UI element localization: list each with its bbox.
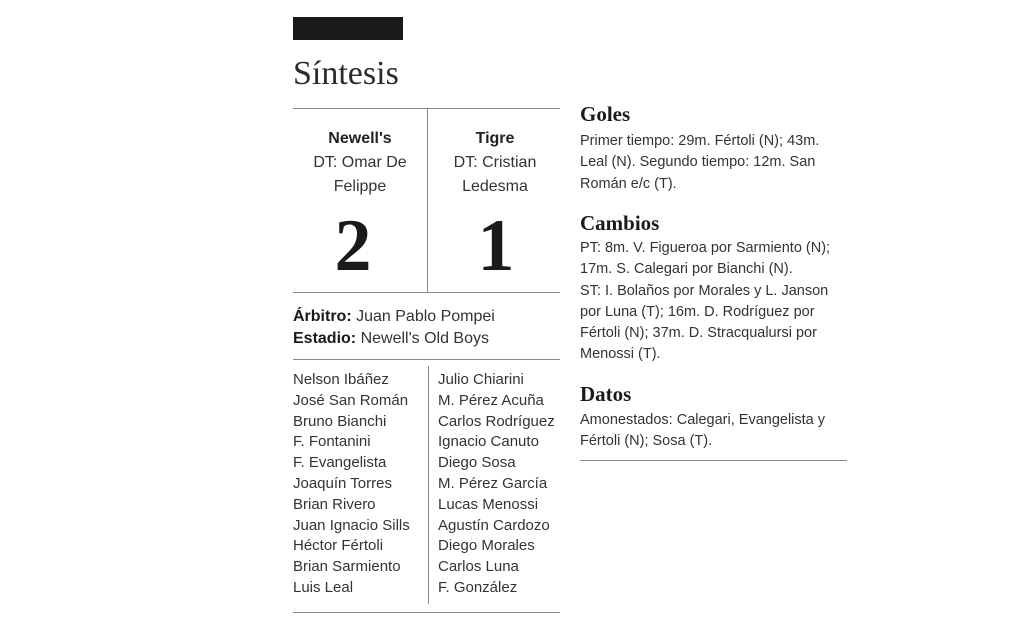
player-name: José San Román <box>293 391 409 409</box>
away-coach-line1: DT: Cristian <box>453 154 537 171</box>
goals-text <box>580 131 850 195</box>
home-lineup <box>293 370 410 599</box>
away-team <box>428 127 562 199</box>
goals-line: Román e/c (T). <box>580 175 677 192</box>
player-name: F. Evangelista <box>293 454 387 472</box>
referee-line <box>293 306 495 328</box>
data-line: Amonestados: Calegari, Evangelista y <box>580 412 826 428</box>
home-team-name: Newell's <box>328 130 392 147</box>
divider-lineups <box>293 359 560 360</box>
referee-value: Juan Pablo Pompei <box>351 308 495 325</box>
page-title: Síntesis <box>293 55 399 92</box>
data-heading: Datos <box>580 382 632 406</box>
substitutions-line: Menossi (T). <box>580 346 661 363</box>
home-team <box>293 127 427 199</box>
player-name: Brian Rivero <box>293 495 376 513</box>
section-marker <box>293 17 403 40</box>
player-name: Ignacio Canuto <box>438 433 539 451</box>
substitutions-line: PT: 8m. V. Figueroa por Sarmiento (N); <box>580 240 831 256</box>
player-name: M. Pérez Acuña <box>438 391 544 409</box>
home-score: 2 <box>334 205 372 287</box>
data-text <box>580 410 850 453</box>
divider-right-bottom <box>580 460 847 461</box>
home-coach-line1: DT: Omar De <box>313 154 407 171</box>
player-name: F. Fontanini <box>293 433 371 451</box>
player-name: Brian Sarmiento <box>293 558 401 576</box>
substitutions-line: ST: I. Bolaños por Morales y L. Janson <box>580 282 829 299</box>
player-name: Agustín Cardozo <box>438 516 550 534</box>
player-name: Diego Sosa <box>438 454 516 472</box>
substitutions-line: Fértoli (N); 37m. D. Stracqualursi por <box>580 325 817 342</box>
player-name: F. González <box>438 578 518 596</box>
goals-line: Leal (N). Segundo tiempo: 12m. San <box>580 154 816 171</box>
player-name: Luis Leal <box>293 578 354 596</box>
divider-lineups-vertical <box>428 366 429 604</box>
goals-line: Primer tiempo: 29m. Fértoli (N); 43m. <box>580 133 820 149</box>
player-name: Bruno Bianchi <box>293 412 387 430</box>
stadium-label: Estadio: <box>293 330 357 347</box>
player-name: Carlos Luna <box>438 558 519 576</box>
away-team-name: Tigre <box>475 130 515 147</box>
player-name: M. Pérez García <box>438 474 548 492</box>
substitutions-line: 17m. S. Calegari por Bianchi (N). <box>580 261 793 278</box>
player-name: Julio Chiarini <box>438 371 524 388</box>
player-name: Carlos Rodríguez <box>438 412 555 430</box>
away-lineup <box>438 370 555 599</box>
goals-heading: Goles <box>580 102 631 126</box>
divider-score <box>293 292 560 293</box>
substitutions-heading: Cambios <box>580 211 660 235</box>
referee-label: Árbitro: <box>293 308 352 325</box>
home-coach-line2: Felippe <box>333 178 387 195</box>
player-name: Joaquín Torres <box>293 474 392 492</box>
away-score: 1 <box>477 205 515 287</box>
away-coach-line2: Ledesma <box>462 178 528 195</box>
player-name: Héctor Fértoli <box>293 537 384 555</box>
stadium-line <box>293 328 489 350</box>
substitutions-line: por Luna (T); 16m. D. Rodríguez por <box>580 303 815 320</box>
data-line: Fértoli (N); Sosa (T). <box>580 433 713 450</box>
divider-bottom <box>293 612 560 613</box>
player-name: Juan Ignacio Sills <box>293 516 410 534</box>
stadium-value: Newell's Old Boys <box>356 330 489 347</box>
player-name: Lucas Menossi <box>438 495 539 513</box>
player-name: Diego Morales <box>438 537 535 555</box>
substitutions-text <box>580 238 850 366</box>
player-name: Nelson Ibáñez <box>293 371 389 388</box>
